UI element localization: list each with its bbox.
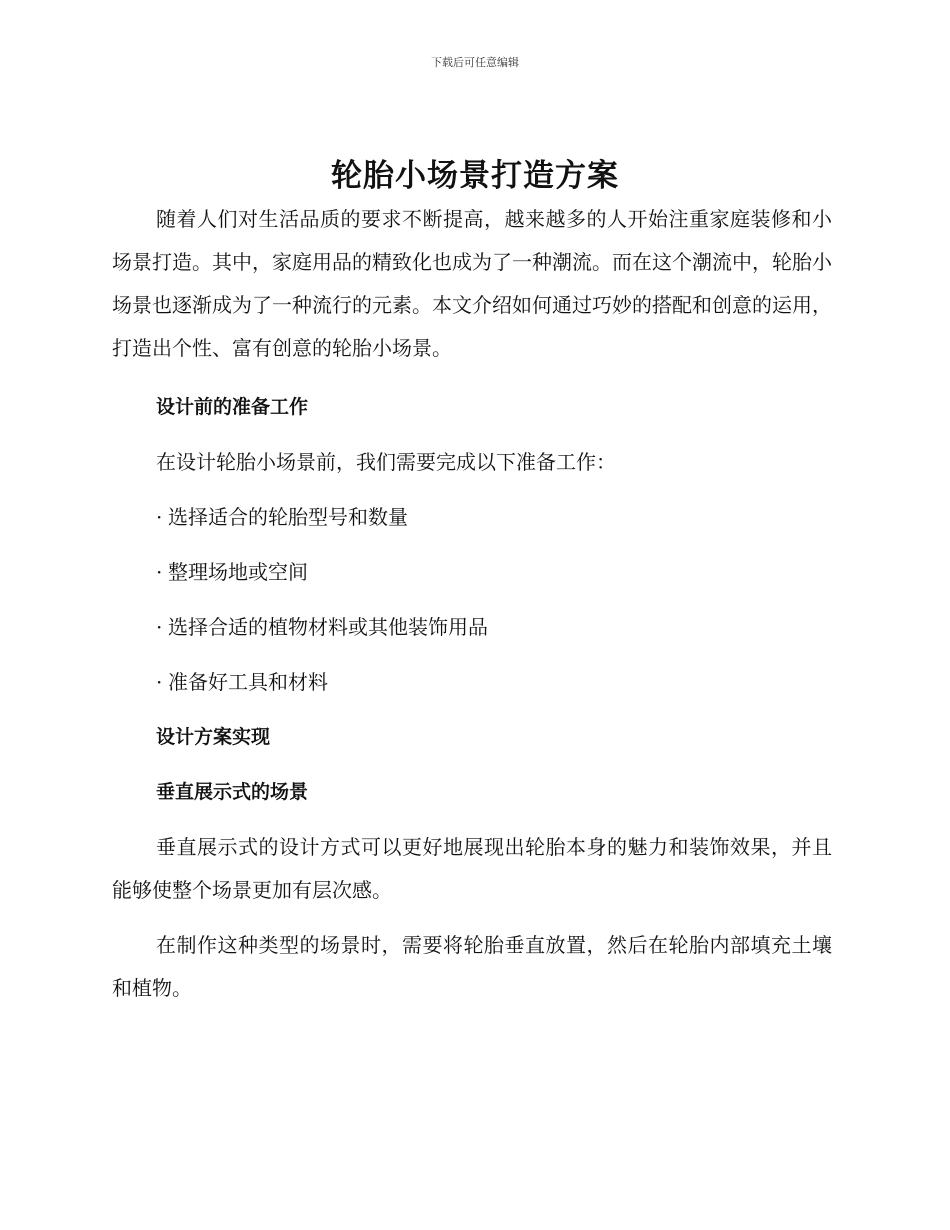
vertical-paragraph-1: 垂直展示式的设计方式可以更好地展现出轮胎本身的魅力和装饰效果，并且能够使整个场景更加有层次感。 — [112, 835, 832, 902]
list-item — [112, 496, 832, 539]
preparation-list — [112, 496, 832, 704]
document-title: 轮胎小场景打造方案 — [331, 158, 619, 194]
list-item-text: 选择适合的轮胎型号和数量 — [168, 505, 408, 529]
bullet-icon: · — [156, 560, 163, 584]
list-item-text: 准备好工具和材料 — [168, 670, 328, 694]
vertical-paragraph-2: 在制作这种类型的场景时，需要将轮胎垂直放置，然后在轮胎内部填充土壤和植物。 — [112, 933, 832, 1000]
bullet-icon: · — [156, 505, 163, 529]
section-heading-preparation: 设计前的准备工作 — [156, 396, 309, 418]
list-item-text: 整理场地或空间 — [168, 560, 308, 584]
document-body — [112, 198, 832, 1022]
list-item — [112, 551, 832, 594]
section-heading-implementation: 设计方案实现 — [156, 726, 271, 748]
list-item-text: 选择合适的植物材料或其他装饰用品 — [168, 615, 488, 639]
subsection-heading-vertical: 垂直展示式的场景 — [156, 781, 309, 803]
intro-paragraph: 随着人们对生活品质的要求不断提高，越来越多的人开始注重家庭装修和小场景打造。其中，家庭用品的精致化也成为了一种潮流。而在这个潮流中，轮胎小场景也逐渐成为了一种流行的元素。本文介绍如何通过巧妙的搭配和创意的运用，打造出个性、富有创意的轮胎小场景。 — [112, 207, 832, 360]
list-item — [112, 661, 832, 704]
bullet-icon: · — [156, 615, 163, 639]
bullet-icon: · — [156, 670, 163, 694]
preparation-lead: 在设计轮胎小场景前，我们需要完成以下准备工作： — [156, 450, 616, 474]
list-item — [112, 606, 832, 649]
header-note: 下载后可任意编辑 — [431, 56, 519, 69]
